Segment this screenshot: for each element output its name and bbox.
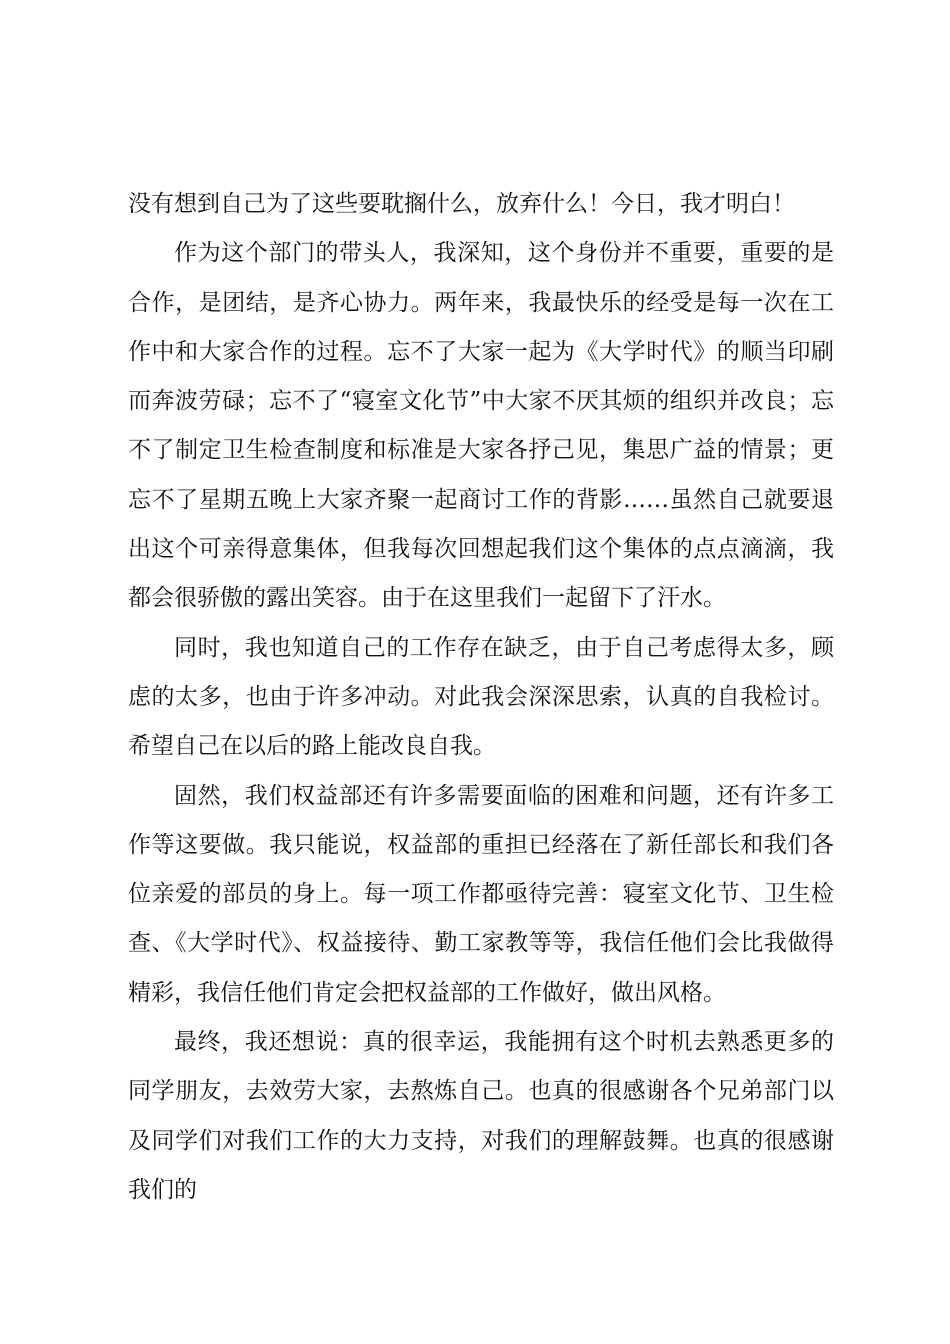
document-body xyxy=(128,180,834,1215)
paragraph-2: 作为这个部门的带头人，我深知，这个身份并不重要，重要的是合作，是团结，是齐心协力。两年来，我最快乐的经受是每一次在工作中和大家合作的过程。忘不了大家一起为《大学时代》的顺当印刷而奔波劳碌；忘不了“寝室文化节”中大家不厌其烦的组织并改良；忘不了制定卫生检查制度和标准是大家各抒己见，集思广益的情景；更忘不了星期五晚上大家齐聚一起商讨工作的背影……虽然自己就要退出这个可亲得意集体，但我每次回想起我们这个集体的点点滴滴，我都会很骄傲的露出笑容。由于在这里我们一起留下了汗水。 xyxy=(128,240,834,612)
paragraph-1: 没有想到自己为了这些要耽搁什么，放弃什么！今日，我才明白！ xyxy=(128,191,795,217)
paragraph-5: 最终，我还想说：真的很幸运，我能拥有这个时机去熟悉更多的同学朋友，去效劳大家，去熬炼自己。也真的很感谢各个兄弟部门以及同学们对我们工作的大力支持，对我们的理解鼓舞。也真的很感谢我们的 xyxy=(128,1029,834,1203)
paragraph-4: 固然，我们权益部还有许多需要面临的困难和问题，还有许多工作等这要做。我只能说，权益部的重担已经落在了新任部长和我们各位亲爱的部员的身上。每一项工作都亟待完善：寝室文化节、卫生检查、《大学时代》、权益接待、勤工家教等等，我信任他们会比我做得精彩，我信任他们肯定会把权益部的工作做好，做出风格。 xyxy=(128,782,834,1006)
paragraph-3: 同时，我也知道自己的工作存在缺乏，由于自己考虑得太多，顾虑的太多，也由于许多冲动。对此我会深深思索，认真的自我检讨。希望自己在以后的路上能改良自我。 xyxy=(128,634,834,760)
